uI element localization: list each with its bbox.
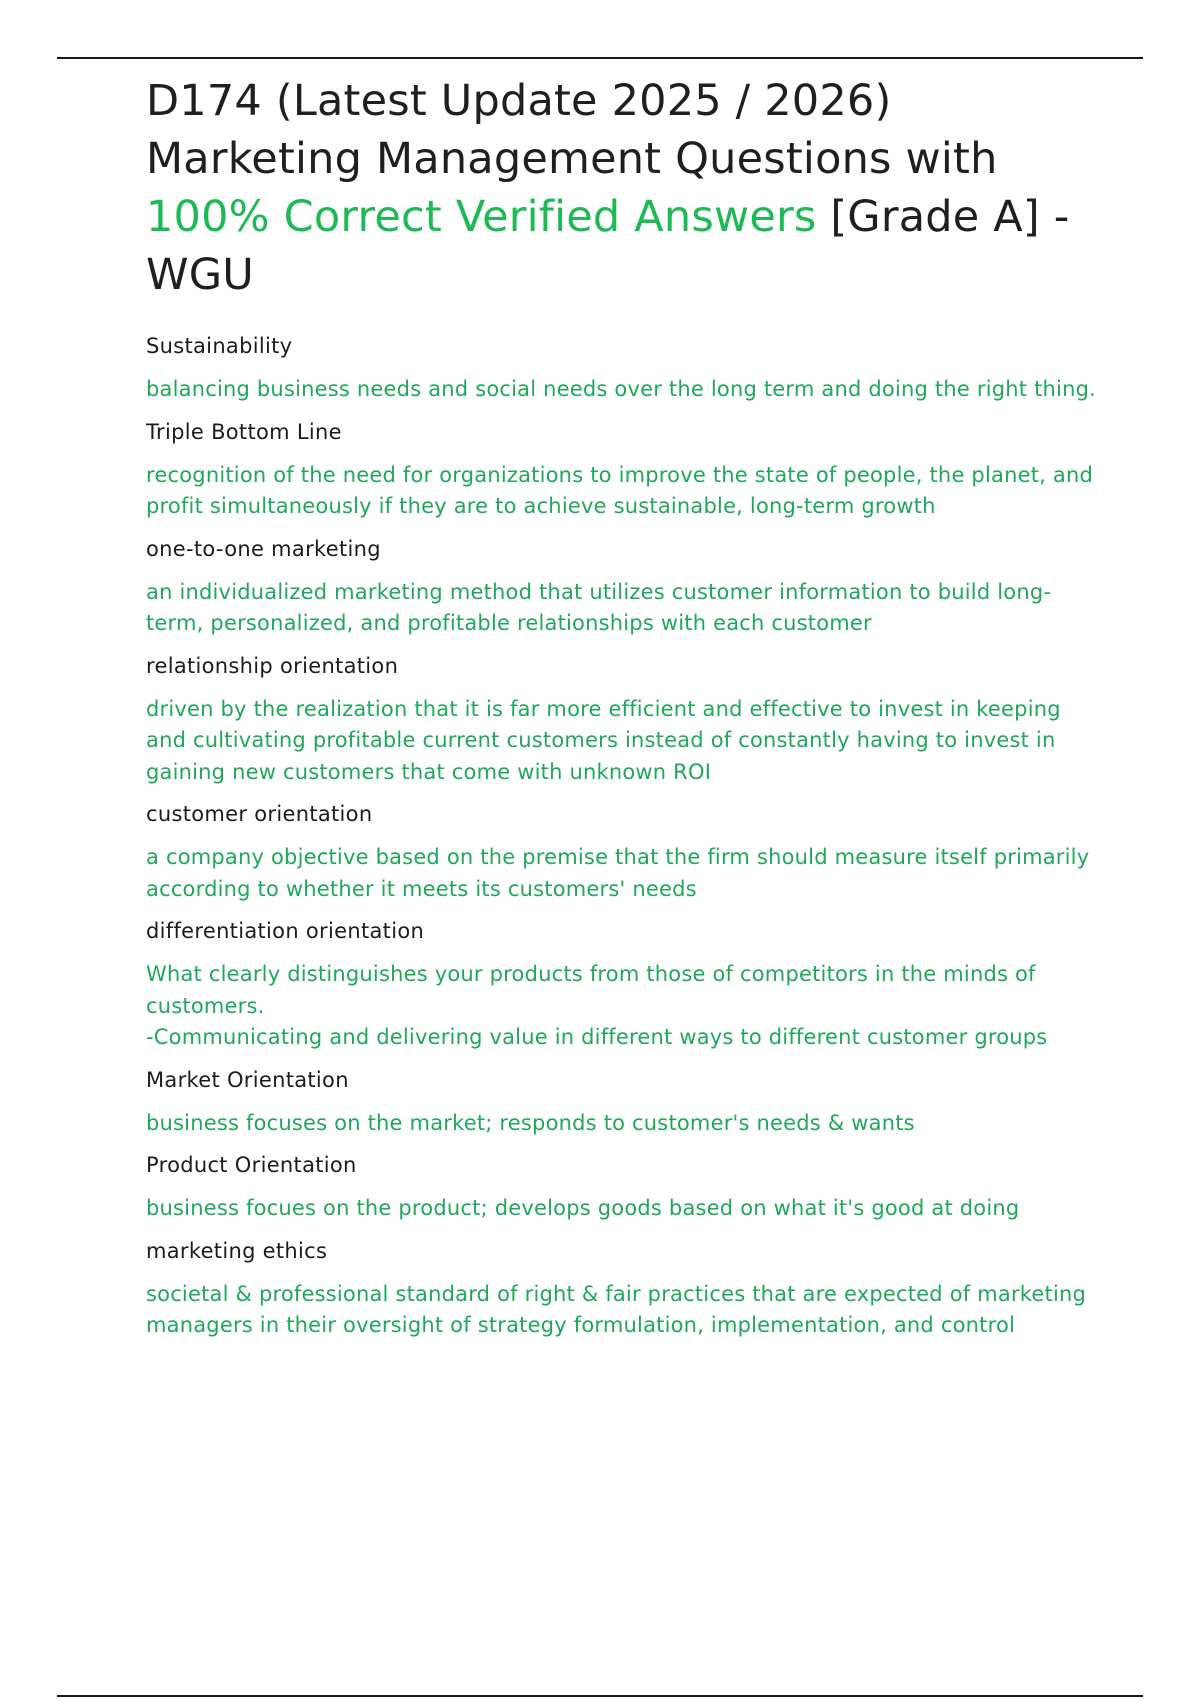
bottom-rule [57,1695,1143,1697]
definition: an individualized marketing method that utilizes customer information to build long-term, personalized, and profitable relationships with each customer [146,579,1052,635]
flashcard-sustainability [146,332,1096,406]
term: one-to-one marketing [146,536,381,561]
flashcard-customer-orientation [146,800,1096,905]
top-rule [57,57,1143,59]
definition: societal & professional standard of right & fair practices that are expected of marketing managers in their oversight of strategy formulation, implementation, and control [146,1281,1087,1337]
definition: driven by the realization that it is far more efficient and effective to invest in keeping and cultivating profitable current customers instead of constantly having to invest in gaining new customers that come with unknown ROI [146,696,1061,784]
title-highlight: 100% Correct Verified Answers [146,192,817,242]
definition: What clearly distinguishes your products from those of competitors in the minds of customers. -Communicating and delivering value in different ways to different customer groups [146,962,1048,1049]
flashcard-product-orientation [146,1151,1096,1225]
definition: business focuses on the market; responds to customer's needs & wants [146,1110,915,1135]
title-text-part1: D174 (Latest Update 2025 / 2026) Marketing Management Questions with [146,76,998,184]
term: Product Orientation [146,1153,357,1177]
flashcard-marketing-ethics [146,1237,1096,1342]
definition: business focues on the product; develops goods based on what it's good at doing [146,1196,1020,1220]
flashcard-one-to-one-marketing [146,535,1096,640]
flashcard-market-orientation [146,1066,1096,1140]
term: Triple Bottom Line [146,419,342,444]
term: customer orientation [146,802,373,826]
term: Sustainability [146,334,293,358]
title-text-part2: [Grade A] - WGU [146,192,1070,300]
document-body [146,72,1096,1354]
definition: a company objective based on the premise that the firm should measure itself primarily according to whether it meets its customers' needs [146,845,1090,901]
flashcard-triple-bottom-line [146,418,1096,523]
flashcard-relationship-orientation [146,652,1096,789]
term: differentiation orientation [146,919,425,943]
term: Market Orientation [146,1067,349,1092]
term: marketing ethics [146,1238,328,1263]
term: relationship orientation [146,653,399,678]
definition: recognition of the need for organizations to improve the state of people, the planet, and profit simultaneously if they are to achieve sustainable, long-term growth [146,462,1093,518]
definition: balancing business needs and social needs over the long term and doing the right thing. [146,377,1096,401]
document-title [146,72,1096,304]
flashcard-differentiation-orientation [146,917,1096,1054]
